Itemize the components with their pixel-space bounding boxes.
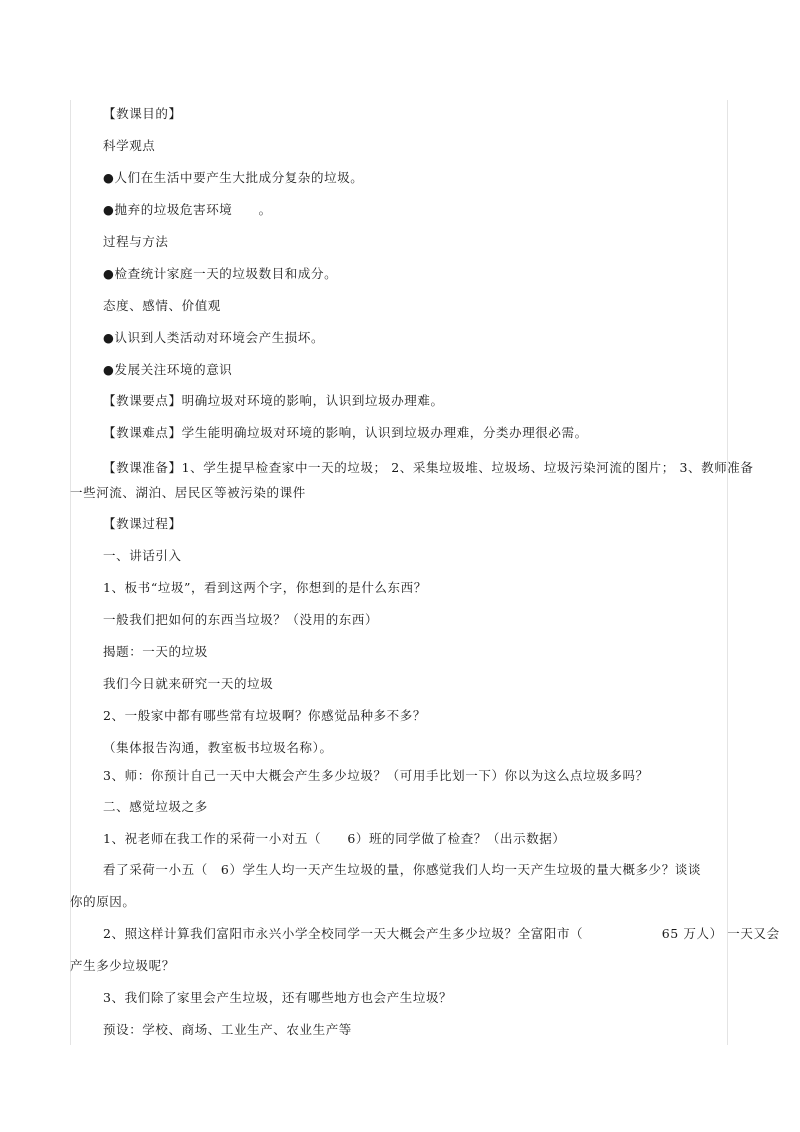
subheading-attitude-values: 态度、感情、价值观: [103, 298, 221, 313]
paragraph-preparation-continued: 一些河流、湖泊、居民区等被污染的课件: [70, 485, 306, 500]
subheading-scientific-concepts: 科学观点: [103, 138, 156, 153]
section-heading-process: 【教课过程】: [103, 516, 182, 531]
section-heading-objectives: 【教课目的】: [103, 106, 182, 121]
bullet-item: ●发展关注环境的意识: [103, 362, 233, 377]
paragraph: 1、祝老师在我工作的采荷一小对五（ 6）班的同学做了检查？（出示数据）: [103, 831, 566, 846]
paragraph: 3、师：你预计自己一天中大概会产生多少垃圾？（可用手比划一下）你以为这么点垃圾多吗？: [103, 768, 649, 783]
paragraph-continued: 产生多少垃圾呢？: [70, 958, 175, 973]
paragraph: 揭题：一天的垃圾: [103, 644, 208, 659]
paragraph: （集体报告沟通，教室板书垃圾名称）。: [103, 740, 333, 755]
bullet-item: ●人们在生活中要产生大批成分复杂的垃圾。: [103, 170, 364, 185]
paragraph-key-points: 【教课要点】明确垃圾对环境的影响，认识到垃圾办理难。: [103, 393, 444, 408]
bullet-item: ●认识到人类活动对环境会产生损坏。: [103, 330, 325, 345]
paragraph-continued: 你的原因。: [70, 894, 136, 909]
paragraph: 3、我们除了家里会产生垃圾，还有哪些地方也会产生垃圾？: [103, 990, 453, 1005]
paragraph: 2、一般家中都有哪些常有垃圾啊？你感觉品种多不多？: [103, 708, 426, 723]
subheading-introduction: 一、讲话引入: [103, 548, 182, 563]
paragraph: 预设：学校、商场、工业生产、农业生产等: [103, 1022, 352, 1037]
paragraph: 一般我们把如何的东西当垃圾？（没用的东西）: [103, 612, 379, 627]
paragraph-difficulties: 【教课难点】学生能明确垃圾对环境的影响，认识到垃圾办理难，分类办理很必需。: [103, 425, 588, 440]
paragraph: 1、板书“垃圾”，看到这两个字，你想到的是什么东西？: [103, 580, 427, 595]
bullet-item: ●检查统计家庭一天的垃圾数目和成分。: [103, 266, 338, 281]
subheading-feel-garbage: 二、感觉垃圾之多: [103, 799, 208, 814]
paragraph: 2、照这样计算我们富阳市永兴小学全校同学一天大概会产生多少垃圾？全富阳市（ 65 万人） 一天又会: [103, 926, 780, 941]
page-frame-right-border: [727, 100, 728, 1045]
paragraph: 看了采荷一小五（ 6）学生人均一天产生垃圾的量，你感觉我们人均一天产生垃圾的量大概多少？谈谈: [103, 862, 702, 877]
bullet-item: ●抛弃的垃圾危害环境 。: [103, 202, 272, 217]
paragraph-preparation: 【教课准备】1、学生提早检查家中一天的垃圾； 2、采集垃圾堆、垃圾场、垃圾污染河流的图片； 3、教师准备: [103, 460, 754, 475]
paragraph: 我们今日就来研究一天的垃圾: [103, 676, 274, 691]
subheading-process-methods: 过程与方法: [103, 234, 169, 249]
